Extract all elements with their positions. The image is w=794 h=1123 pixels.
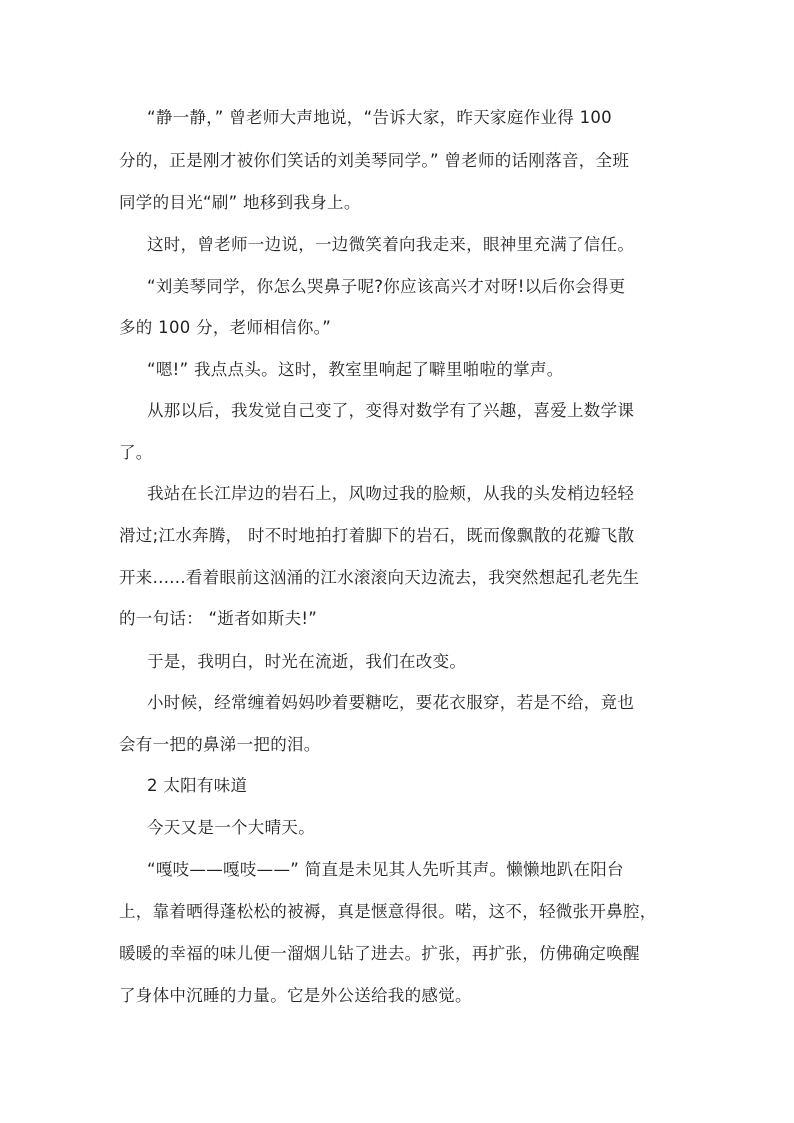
- text-line: 滑过;江水奔腾， 时不时地拍打着脚下的岩石，既而像飘散的花瓣飞散: [119, 526, 635, 545]
- text-line: “静一静，” 曾老师大声地说，“告诉大家，昨天家庭作业得 100: [147, 108, 612, 127]
- text-line: “刘美琴同学，你怎么哭鼻子呢?你应该高兴才对呀!以后你会得更: [147, 277, 626, 296]
- text-line: 了身体中沉睡的力量。它是外公送给我的感觉。: [119, 986, 472, 1005]
- text-line: “嘎吱——嘎吱——” 简直是未见其人先听其声。懒懒地趴在阳台: [147, 860, 624, 879]
- text-line: 开来......看着眼前这汹涌的江水滚滚向天边流去，我突然想起孔老先生: [119, 568, 640, 587]
- text-line: 今天又是一个大晴天。: [147, 818, 315, 837]
- text-line: 从那以后，我发觉自己变了，变得对数学有了兴趣，喜爱上数学课: [147, 401, 635, 420]
- text-line: 我站在长江岸边的岩石上，风吻过我的脸颊，从我的头发梢边轻轻: [147, 484, 635, 503]
- text-line: 暖暖的幸福的味儿便一溜烟儿钻了进去。扩张，再扩张，仿佛确定唤醒: [119, 944, 640, 963]
- text-line: 多的 100 分，老师相信你。”: [119, 318, 332, 337]
- text-line: “嗯!” 我点点头。这时，教室里响起了噼里啪啦的掌声。: [147, 360, 564, 379]
- text-line: 会有一把的鼻涕一把的泪。: [119, 735, 321, 754]
- text-line: 同学的目光“刷” 地移到我身上。: [119, 193, 361, 212]
- text-line: 这时，曾老师一边说，一边微笑着向我走来，眼神里充满了信任。: [147, 235, 635, 254]
- section-heading: 2 太阳有味道: [147, 776, 248, 795]
- text-line: 的一句话： “逝者如斯夫!”: [119, 609, 318, 628]
- text-line: 了。: [119, 443, 153, 462]
- text-line: 分的，正是刚才被你们笑话的刘美琴同学。” 曾老师的话刚落音，全班: [119, 151, 630, 170]
- text-line: 小时候，经常缠着妈妈吵着要糖吃，要花衣服穿，若是不给，竟也: [147, 693, 635, 712]
- text-line: 上，靠着晒得蓬松松的被褥，真是惬意得很。喏，这不，轻微张开鼻腔，: [119, 902, 657, 921]
- text-line: 于是，我明白，时光在流逝，我们在改变。: [147, 652, 467, 671]
